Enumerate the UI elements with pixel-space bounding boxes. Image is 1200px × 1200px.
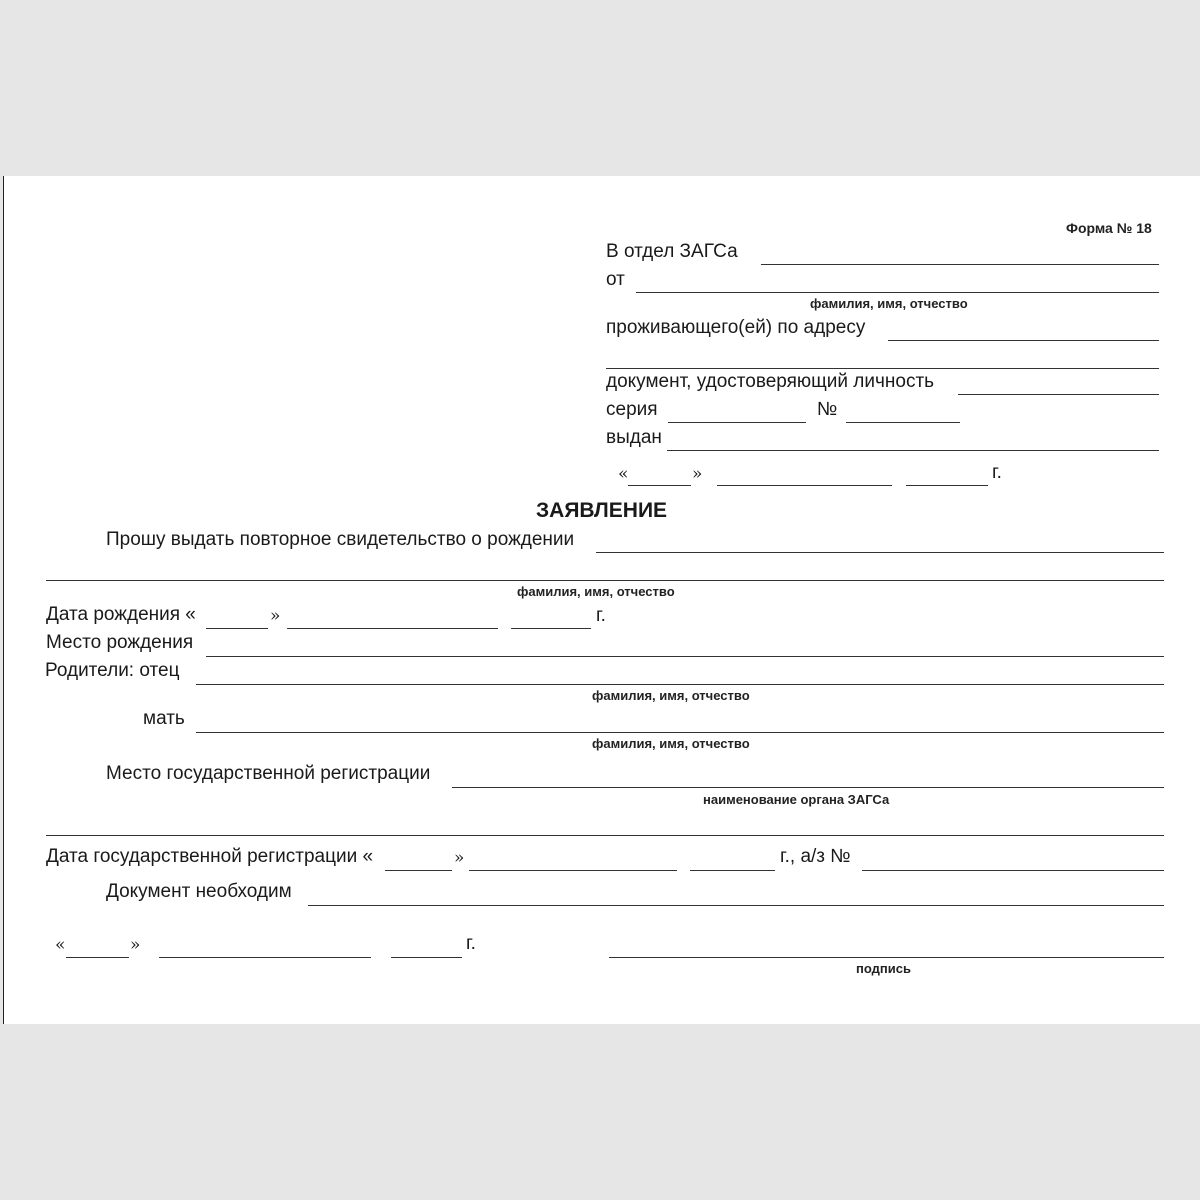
- birth-year-field[interactable]: [511, 628, 591, 629]
- registration-record-label: г., а/з №: [780, 846, 851, 867]
- birth-month-field[interactable]: [287, 628, 498, 629]
- id-document-field[interactable]: [958, 394, 1159, 395]
- sign-date-quote-open: «: [55, 935, 66, 955]
- sign-day-field[interactable]: [66, 957, 129, 958]
- address-field-1[interactable]: [888, 340, 1159, 341]
- issued-field[interactable]: [667, 450, 1159, 451]
- registration-date-quote-close: »: [454, 848, 465, 868]
- issue-date-quote-open: «: [618, 464, 629, 484]
- registration-place-field-2[interactable]: [46, 835, 1164, 836]
- child-name-field-1[interactable]: [596, 552, 1164, 553]
- birth-place-label: Место рождения: [46, 632, 194, 653]
- registration-place-caption: наименование органа ЗАГСа: [703, 792, 890, 807]
- father-label: Родители: отец: [45, 660, 180, 681]
- registration-place-field-1[interactable]: [452, 787, 1164, 788]
- form-number: Форма № 18: [1066, 220, 1152, 236]
- residing-label: проживающего(ей) по адресу: [606, 317, 866, 338]
- child-name-field-2[interactable]: [46, 580, 1164, 581]
- father-field[interactable]: [196, 684, 1164, 685]
- issue-year-field[interactable]: [906, 485, 988, 486]
- birth-date-quote-close: »: [270, 606, 281, 626]
- issue-day-field[interactable]: [628, 485, 691, 486]
- sign-date-quote-close: »: [130, 935, 141, 955]
- to-office-label: В отдел ЗАГСа: [606, 241, 738, 262]
- birth-day-field[interactable]: [206, 628, 268, 629]
- birth-date-label: Дата рождения «: [46, 604, 196, 625]
- sign-month-field[interactable]: [159, 957, 371, 958]
- id-document-label: документ, удостоверяющий личность: [606, 371, 935, 392]
- issue-year-suffix: г.: [992, 462, 1002, 483]
- signature-field[interactable]: [609, 957, 1164, 958]
- mother-caption: фамилия, имя, отчество: [592, 736, 750, 751]
- from-field[interactable]: [636, 292, 1159, 293]
- mother-label: мать: [143, 708, 185, 729]
- issue-month-field[interactable]: [717, 485, 892, 486]
- request-text: Прошу выдать повторное свидетельство о рождении: [106, 529, 575, 550]
- child-name-caption: фамилия, имя, отчество: [517, 584, 675, 599]
- registration-date-label: Дата государственной регистрации «: [46, 846, 374, 867]
- statement-title: ЗАЯВЛЕНИЕ: [536, 499, 668, 522]
- mother-field[interactable]: [196, 732, 1164, 733]
- father-caption: фамилия, имя, отчество: [592, 688, 750, 703]
- signature-caption: подпись: [856, 961, 911, 976]
- id-number-field[interactable]: [846, 422, 960, 423]
- from-caption: фамилия, имя, отчество: [810, 296, 968, 311]
- address-field-2[interactable]: [606, 368, 1159, 369]
- registration-year-field[interactable]: [690, 870, 775, 871]
- issue-date-quote-close: »: [692, 464, 703, 484]
- series-field[interactable]: [668, 422, 806, 423]
- document-needed-label: Документ необходим: [106, 881, 292, 902]
- from-label: от: [606, 269, 625, 290]
- issued-label: выдан: [606, 427, 662, 448]
- birth-year-suffix: г.: [596, 605, 606, 626]
- registration-month-field[interactable]: [469, 870, 677, 871]
- to-office-field[interactable]: [761, 264, 1159, 265]
- registration-day-field[interactable]: [385, 870, 452, 871]
- sign-year-suffix: г.: [466, 933, 476, 954]
- series-label: серия: [606, 399, 658, 420]
- document-needed-field[interactable]: [308, 905, 1164, 906]
- registration-place-label: Место государственной регистрации: [106, 763, 431, 784]
- birth-place-field[interactable]: [206, 656, 1164, 657]
- record-number-field[interactable]: [862, 870, 1164, 871]
- id-number-label: №: [817, 399, 838, 420]
- sign-year-field[interactable]: [391, 957, 462, 958]
